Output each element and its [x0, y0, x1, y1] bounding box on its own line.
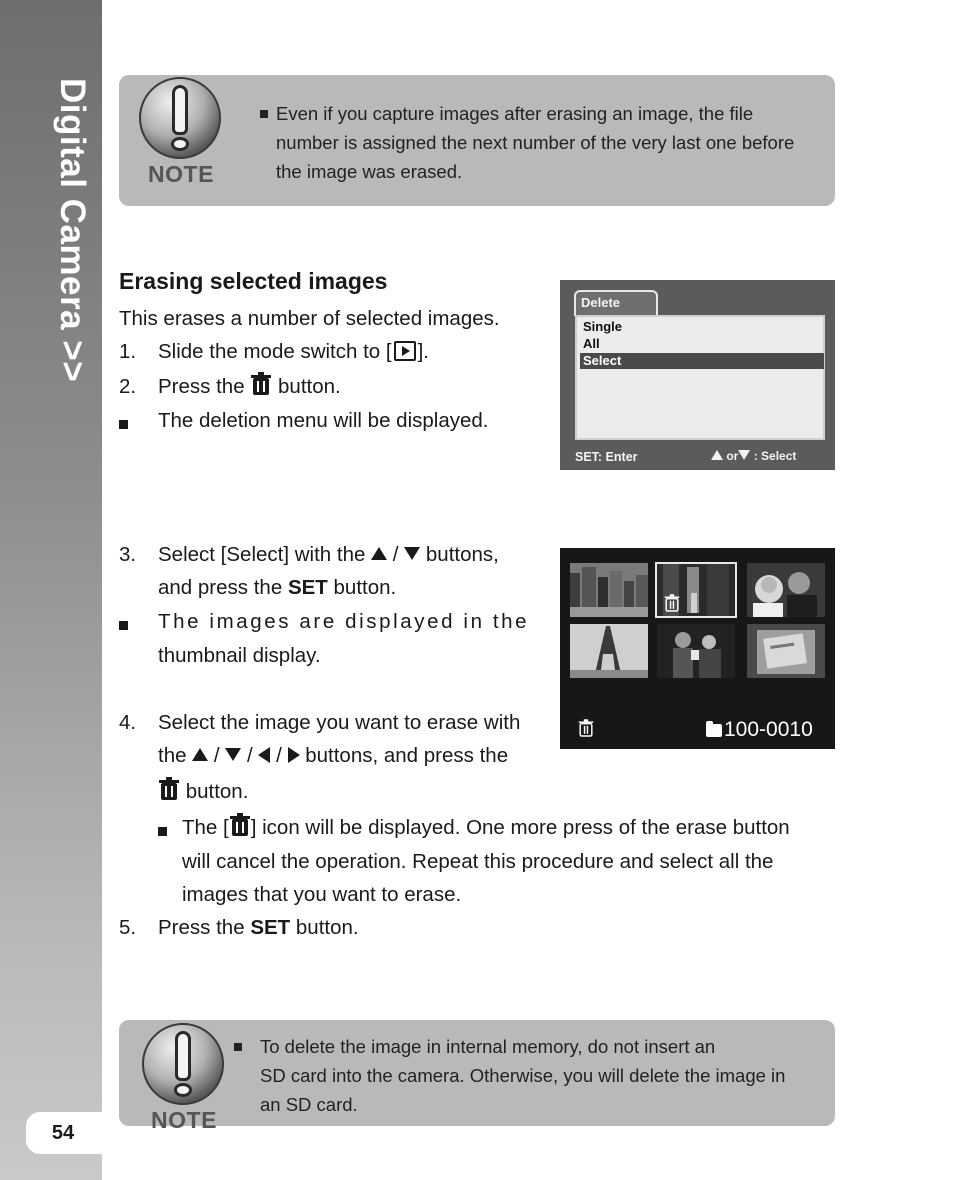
step-3-line-1: Select [Select] with the / buttons, [158, 543, 499, 566]
bullet-square-icon [234, 1043, 242, 1051]
note-box-bottom [119, 1020, 835, 1133]
section-heading: Erasing selected images [119, 268, 388, 294]
note-label: NOTE [148, 161, 214, 187]
thumbnail-screenshot [560, 548, 835, 749]
down-arrow-icon [225, 748, 241, 761]
bullet-erase-line-2: will cancel the operation. Repeat this procedure and select all the [182, 850, 774, 873]
bullet-thumbnail-line-2: thumbnail display. [158, 644, 321, 667]
step-number: 4. [119, 711, 137, 734]
step-1: Slide the mode switch to [ ]. [158, 340, 429, 363]
trash-icon [229, 813, 251, 837]
playback-mode-icon [394, 341, 416, 361]
note-box-top [119, 75, 835, 206]
bullet-thumbnail-line-1: The images are displayed in the [158, 610, 530, 633]
delete-menu-screenshot [560, 280, 835, 470]
bullet-erase-line-3: images that you want to erase. [182, 883, 462, 906]
left-arrow-icon [258, 747, 270, 763]
bullet-deletion-menu: The deletion menu will be displayed. [158, 409, 489, 432]
menu-footer-enter: SET: Enter [575, 450, 638, 464]
bullet-square-icon [119, 420, 128, 429]
chapter-title: Digital Camera >> [53, 78, 92, 383]
menu-item-all: All [583, 336, 600, 351]
step-number: 2. [119, 375, 137, 398]
right-arrow-icon [288, 747, 300, 763]
down-arrow-icon [404, 547, 420, 560]
thumbnail-document [747, 624, 825, 678]
thumbnail-couple [657, 624, 735, 678]
page-number: 54 [26, 1112, 102, 1154]
trash-icon [250, 372, 272, 396]
down-arrow-icon [738, 450, 750, 460]
step-4-line-2: the / / / buttons, and press the [158, 744, 509, 767]
up-arrow-icon [711, 450, 723, 460]
thumbnail-family [747, 563, 825, 617]
thumbnail-eiffel [570, 624, 648, 678]
step-2: Press the button. [158, 370, 341, 403]
thumbnail-city [570, 563, 648, 617]
step-5: Press the SET button. [158, 916, 359, 939]
note-text-bottom: To delete the image in internal memory, do not insert an SD card into the camera. Otherwise, you will delete the image in an SD card. [234, 1032, 785, 1119]
file-number: 100-0010 [706, 718, 813, 742]
step-number: 1. [119, 340, 137, 363]
step-3-line-2: and press the SET button. [158, 576, 397, 599]
bullet-square-icon [158, 827, 167, 836]
menu-item-select: Select [580, 353, 824, 369]
up-arrow-icon [371, 547, 387, 560]
step-number: 5. [119, 916, 137, 939]
trash-icon [158, 777, 180, 801]
step-4-line-1: Select the image you want to erase with [158, 711, 521, 734]
trash-icon [664, 594, 680, 612]
trash-icon [578, 719, 594, 737]
step-4-line-3: button. [158, 775, 248, 808]
bullet-square-icon [260, 110, 268, 118]
menu-footer-select: or : Select [711, 449, 796, 463]
bullet-square-icon [119, 621, 128, 630]
chapter-sidebar [0, 0, 102, 1180]
step-number: 3. [119, 543, 137, 566]
menu-list [575, 315, 825, 440]
note-label: NOTE [151, 1107, 217, 1133]
up-arrow-icon [192, 748, 208, 761]
menu-item-single: Single [583, 319, 623, 334]
intro-text: This erases a number of selected images. [119, 307, 500, 330]
folder-icon [706, 724, 722, 737]
menu-tab-delete: Delete [574, 290, 658, 316]
bullet-erase-line-1: The [ ] icon will be displayed. One more press of the erase button [182, 811, 790, 844]
note-text-top: Even if you capture images after erasing an image, the file number is assigned the next number of the very last one before the image was erased. [260, 99, 794, 186]
